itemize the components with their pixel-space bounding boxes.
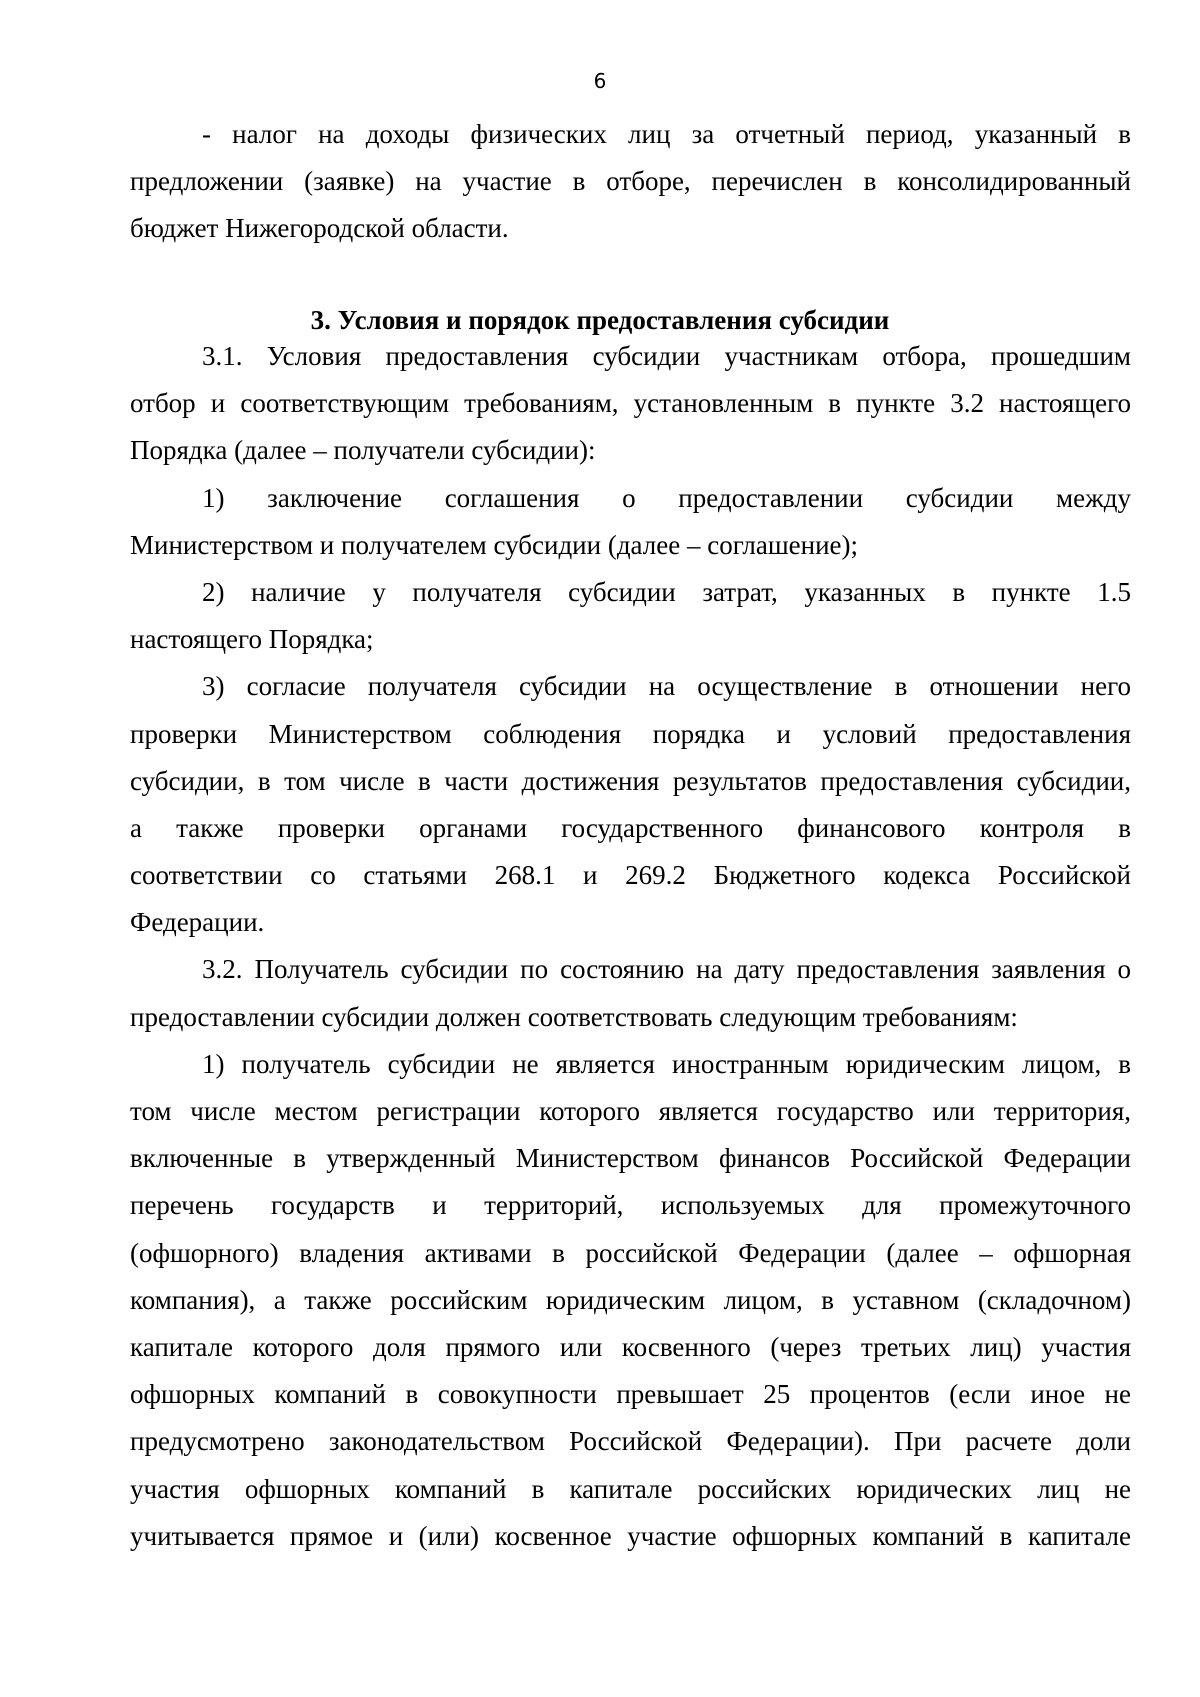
text-line: проверки Министерством соблюдения порядка и условий предоставления <box>130 718 1131 749</box>
text-line: предложении (заявке) на участие в отборе, перечислен в консолидированный <box>130 166 1131 197</box>
text-line: 1) получатель субсидии не является иностранным юридическим лицом, в <box>202 1048 1131 1079</box>
text-line: 3.1. Условия предоставления субсидии участникам отбора, прошедшим <box>202 341 1131 371</box>
section-heading: 3. Условия и порядок предоставления субсидии <box>310 305 890 335</box>
text-line: настоящего Порядка; <box>130 624 374 655</box>
paragraph-intro <box>130 111 1131 253</box>
text-line: субсидии, в том числе в части достижения результатов предоставления субсидии, <box>130 765 1131 796</box>
text-line: офшорных компаний в совокупности превышает 25 процентов (если иное не <box>130 1379 1131 1410</box>
text-line: 2) наличие у получателя субсидии затрат, указанных в пункте 1.5 <box>202 576 1131 607</box>
page-number: 6 <box>593 69 607 93</box>
text-line: соответствии со статьями 268.1 и 269.2 Бюджетного кодекса Российской <box>130 860 1131 891</box>
text-line: учитывается прямое и (или) косвенное участие офшорных компаний в капитале <box>130 1520 1131 1551</box>
text-line: предоставлении субсидии должен соответствовать следующим требованиям: <box>130 1001 1018 1032</box>
text-line: Порядка (далее – получатели субсидии): <box>130 435 596 466</box>
text-line: (офшорного) владения активами в российской Федерации (далее – офшорная <box>130 1237 1131 1268</box>
text-line: включенные в утвержденный Министерством финансов Российской Федерации <box>130 1143 1131 1174</box>
text-line: перечень государств и территорий, используемых для промежуточного <box>130 1190 1131 1221</box>
text-line: том числе местом регистрации которого является государство или территория, <box>130 1096 1131 1126</box>
text-line: предусмотрено законодательством Российской Федерации). При расчете доли <box>130 1426 1131 1457</box>
text-line: - налог на доходы физических лиц за отчетный период, указанный в <box>202 119 1131 149</box>
text-line: 3) согласие получателя субсидии на осуществление в отношении него <box>202 671 1131 702</box>
paragraph-3-1 <box>130 333 1131 1560</box>
text-line: Федерации. <box>130 907 265 938</box>
text-line: 1) заключение соглашения о предоставлении субсидии между <box>202 482 1131 513</box>
text-line: компания), а также российским юридическим лицом, в уставном (складочном) <box>130 1284 1131 1315</box>
text-line: отбор и соответствующим требованиям, установленным в пункте 3.2 настоящего <box>130 388 1131 419</box>
text-line: 3.2. Получатель субсидии по состоянию на дату предоставления заявления о <box>202 954 1131 985</box>
text-line: Министерством и получателем субсидии (далее – соглашение); <box>130 529 859 560</box>
text-line: а также проверки органами государственного финансового контроля в <box>130 812 1131 843</box>
text-line: участия офшорных компаний в капитале российских юридических лиц не <box>130 1473 1131 1504</box>
text-line: капитале которого доля прямого или косвенного (через третьих лиц) участия <box>130 1331 1131 1362</box>
text-line: бюджет Нижегородской области. <box>130 213 509 244</box>
